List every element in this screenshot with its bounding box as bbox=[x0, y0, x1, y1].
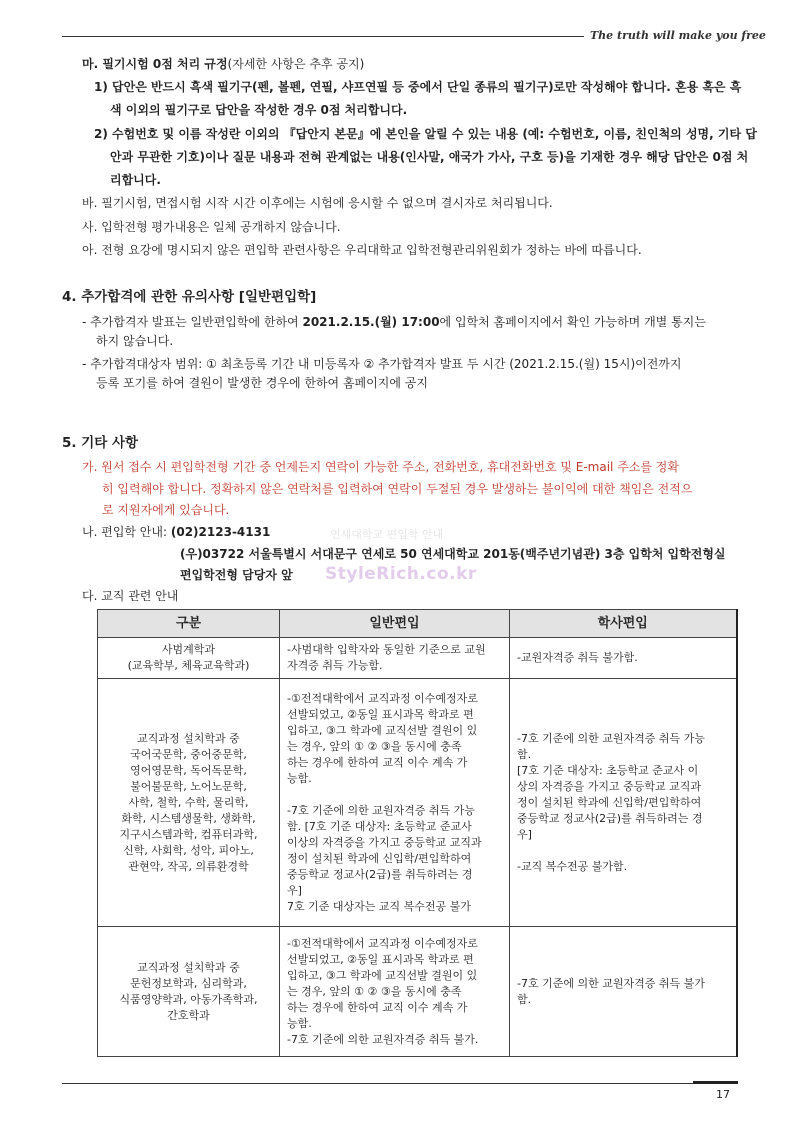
section-a: 아. 전형 요강에 명시되지 않은 편입학 관련사항은 우리대학교 입학전형관리위원회가 정하는 바에 따릅니다. bbox=[82, 243, 642, 257]
watermark-faint-text: 연세대학교 편입학 안내 bbox=[330, 528, 444, 541]
section4-bullet1-post: 에 입학처 홈페이지에서 확인 가능하며 개별 통지는 bbox=[439, 315, 706, 329]
table-cell-general bbox=[280, 679, 510, 927]
table-cell-general bbox=[280, 927, 510, 1057]
section-ma-item2-line2: 안과 무관한 기호)이나 질문 내용과 전혀 관계없는 내용(인사말, 애국가 가사, 구호 등)을 기재한 경우 해당 답안은 0점 처 bbox=[110, 150, 749, 164]
table-cell-line: 관현악, 작곡, 의류환경학 bbox=[128, 859, 249, 873]
table-cell-line: -7호 기준에 의한 교원자격증 취득 불가 bbox=[517, 976, 705, 990]
table-row bbox=[98, 679, 737, 927]
section-ma-item1-line1: 1) 답안은 반드시 흑색 필기구(펜, 볼펜, 연필, 샤프연필 등 중에서 단일 종류의 필기구)로만 작성해야 합니다. 혼용 혹은 흑 bbox=[94, 80, 742, 94]
table-cell-category bbox=[98, 927, 280, 1057]
section-sa: 사. 입학전형 평가내용은 일체 공개하지 않습니다. bbox=[82, 220, 341, 234]
table-cell-line: 7호 기준 대상자는 교직 복수전공 불가 bbox=[287, 899, 471, 913]
table-cell-line: -교직 복수전공 불가함. bbox=[517, 859, 628, 873]
table-cell-line: 함. [7호 기준 대상자: 초등학교 준교사 bbox=[287, 819, 472, 833]
table-cell-line: 함. bbox=[517, 747, 532, 761]
table-cell-line: 교직과정 설치학과 중 bbox=[137, 731, 240, 745]
table-cell-line: 하는 경우에 한하여 교직 이수 계속 가 bbox=[287, 755, 468, 769]
section5-na bbox=[82, 524, 270, 540]
section5-na-label: 나. 편입학 안내: bbox=[82, 525, 168, 539]
section5-na-contact: 편입학전형 담당자 앞 bbox=[180, 568, 293, 582]
table-cell-line: 정이 설치된 학과에 신입학/편입학하여 bbox=[517, 795, 702, 809]
header-rule bbox=[62, 36, 584, 37]
table-cell-line: (교육학부, 체육교육학과) bbox=[127, 659, 250, 672]
table-cell-line: 지구시스템과학, 컴퓨터과학, bbox=[119, 827, 258, 841]
table-cell-line: 정이 설치된 학과에 신입학/편입학하여 bbox=[287, 851, 472, 865]
table-cell-bachelor bbox=[510, 679, 737, 927]
table-cell-line: 우] bbox=[517, 827, 532, 841]
section5-heading: 5. 기타 사항 bbox=[62, 435, 139, 451]
table-cell-line: 문헌정보학과, 심리학과, bbox=[130, 976, 247, 990]
table-cell-line: 불어불문학, 노어노문학, bbox=[130, 779, 247, 793]
table-cell-line: 자격증 취득 가능함. bbox=[287, 659, 383, 672]
table-cell-line: [7호 기준 대상자: 초등학교 준교사 이 bbox=[517, 763, 699, 777]
table-cell-line: 는 경우, 앞의 ① ② ③을 동시에 충족 bbox=[287, 984, 462, 998]
table-cell-line: 신학, 사회학, 성악, 피아노, bbox=[123, 843, 254, 857]
table-cell-line: 능함. bbox=[287, 771, 312, 785]
table-cell-bachelor bbox=[510, 927, 737, 1057]
table-cell-line: -교원자격증 취득 불가함. bbox=[517, 651, 638, 664]
table-cell-line: 입하고, ③그 학과에 교직선발 결원이 있 bbox=[287, 723, 478, 737]
table-cell-line: 식품영양학과, 아동가족학과, bbox=[119, 992, 258, 1006]
table-cell-category bbox=[98, 679, 280, 927]
table-cell-line: 이상의 자격증을 가지고 중등학교 교직과 bbox=[287, 835, 482, 849]
table-header-bachelor: 학사편입 bbox=[510, 610, 737, 638]
table-cell-line: 선발되었고, ②동일 표시과목 학과로 편 bbox=[287, 952, 474, 966]
page-number: 17 bbox=[716, 1088, 730, 1101]
section-ba: 바. 필기시험, 면접시험 시작 시간 이후에는 시험에 응시할 수 없으며 결시자로 처리됩니다. bbox=[82, 196, 553, 210]
footer-tab bbox=[693, 1081, 738, 1084]
section4-bullet1-pre: - 추가합격자 발표는 일반편입학에 한하여 bbox=[82, 315, 299, 329]
table-cell-line: 우] bbox=[287, 883, 302, 897]
section4-bullet2-line2: 등록 포기를 하여 결원이 발생한 경우에 한하여 홈페이지에 공지 bbox=[96, 376, 428, 390]
section-ma-title-note: (자세한 사항은 추후 공지) bbox=[227, 57, 365, 71]
section-ma-item1-line2: 색 이외의 필기구로 답안을 작성한 경우 0점 처리합니다. bbox=[110, 103, 408, 117]
section5-da: 다. 교직 관련 안내 bbox=[82, 589, 179, 603]
table-cell-line: 능함. bbox=[287, 1016, 312, 1030]
table-cell-line: 사범계학과 bbox=[161, 643, 216, 656]
table-cell-line: 국어국문학, 중어중문학, bbox=[130, 747, 247, 761]
table-header-general: 일반편입 bbox=[280, 610, 510, 638]
table-row bbox=[98, 638, 737, 679]
watermark-brand: StyleRich.co.kr bbox=[325, 564, 477, 584]
table-cell-line: 상의 자격증을 가지고 중등학교 교직과 bbox=[517, 779, 702, 793]
table-header-row bbox=[98, 610, 737, 638]
section4-bullet1-line2: 하지 않습니다. bbox=[96, 334, 174, 348]
section4-bullet1 bbox=[82, 314, 706, 330]
table-cell-line: 화학, 시스템생물학, 생화학, bbox=[121, 811, 256, 825]
table-cell-line: -①전적대학에서 교직과정 이수예정자로 bbox=[287, 691, 478, 705]
section5-ga-line1: 가. 원서 접수 시 편입학전형 기간 중 언제든지 연락이 가능한 주소, 전화번호, 휴대전화번호 및 E-mail 주소를 정확 bbox=[82, 460, 679, 474]
section-ma-item2-line1: 2) 수험번호 및 이름 작성란 이외의 『답안지 본문』에 본인을 알릴 수 있는 내용 (예: 수험번호, 이름, 친인척의 성명, 기타 답 bbox=[94, 127, 757, 141]
table-cell-line: 하는 경우에 한하여 교직 이수 계속 가 bbox=[287, 1000, 468, 1014]
table-cell-line: 사학, 철학, 수학, 물리학, bbox=[128, 795, 249, 809]
table-cell-line: -①전적대학에서 교직과정 이수예정자로 bbox=[287, 936, 478, 950]
table-cell-line: 교직과정 설치학과 중 bbox=[137, 960, 240, 974]
table-header-category: 구분 bbox=[98, 610, 280, 638]
section5-ga-line3: 로 지원자에게 있습니다. bbox=[102, 503, 230, 517]
table-cell-line: 간호학과 bbox=[167, 1008, 210, 1022]
table-cell-line: 선발되었고, ②동일 표시과목 학과로 편 bbox=[287, 707, 474, 721]
table-cell-bachelor bbox=[510, 638, 737, 679]
table-cell-line: -7호 기준에 의한 교원자격증 취득 가능 bbox=[517, 731, 705, 745]
section4-bullet2-line1: - 추가합격대상자 범위: ① 최초등록 기간 내 미등록자 ② 추가합격자 발표 두 시간 (2021.2.15.(월) 15시)이전까지 bbox=[82, 357, 682, 371]
section5-ga-line2: 히 입력해야 합니다. 정확하지 않은 연락처를 입력하여 연락이 두절된 경우 발생하는 불이익에 대한 책임은 전적으 bbox=[102, 482, 693, 496]
teacher-certification-table bbox=[97, 609, 738, 1057]
table-cell-line: 함. bbox=[517, 992, 532, 1006]
section-ma-item2-line3: 리합니다. bbox=[110, 173, 161, 187]
section-ma-title bbox=[82, 56, 364, 72]
section5-na-address: (우)03722 서울특별시 서대문구 연세로 50 연세대학교 201동(백주년기념관) 3층 입학처 입학전형실 bbox=[180, 547, 726, 561]
section4-heading: 4. 추가합격에 관한 유의사항 [일반편입학] bbox=[62, 289, 317, 305]
table-cell-line bbox=[517, 843, 729, 859]
table-cell-line: 영어영문학, 독어독문학, bbox=[130, 763, 247, 777]
table-row bbox=[98, 927, 737, 1057]
table-cell-line: -7호 기준에 의한 교원자격증 취득 불가. bbox=[287, 1032, 479, 1046]
section-ma-title-bold: 마. 필기시험 0점 처리 규정 bbox=[82, 57, 228, 71]
table-cell-line: 는 경우, 앞의 ① ② ③을 동시에 충족 bbox=[287, 739, 462, 753]
table-cell-general bbox=[280, 638, 510, 679]
footer-rule bbox=[62, 1083, 738, 1084]
table-cell-line: -사범대학 입학자와 동일한 기준으로 교원 bbox=[287, 643, 486, 656]
header-motto: The truth will make you free bbox=[590, 29, 766, 42]
table-cell-line: 입하고, ③그 학과에 교직선발 결원이 있 bbox=[287, 968, 478, 982]
section5-na-phone: (02)2123-4131 bbox=[170, 525, 271, 539]
table-cell-category bbox=[98, 638, 280, 679]
table-cell-line: 중등학교 정교사(2급)를 취득하려는 경 bbox=[287, 867, 473, 881]
table-cell-line: -7호 기준에 의한 교원자격증 취득 가능 bbox=[287, 803, 475, 817]
table-cell-line bbox=[287, 787, 502, 803]
section4-bullet1-date: 2021.2.15.(월) 17:00 bbox=[302, 315, 440, 329]
table-cell-line: 중등학교 정교사(2급)를 취득하려는 경 bbox=[517, 811, 703, 825]
